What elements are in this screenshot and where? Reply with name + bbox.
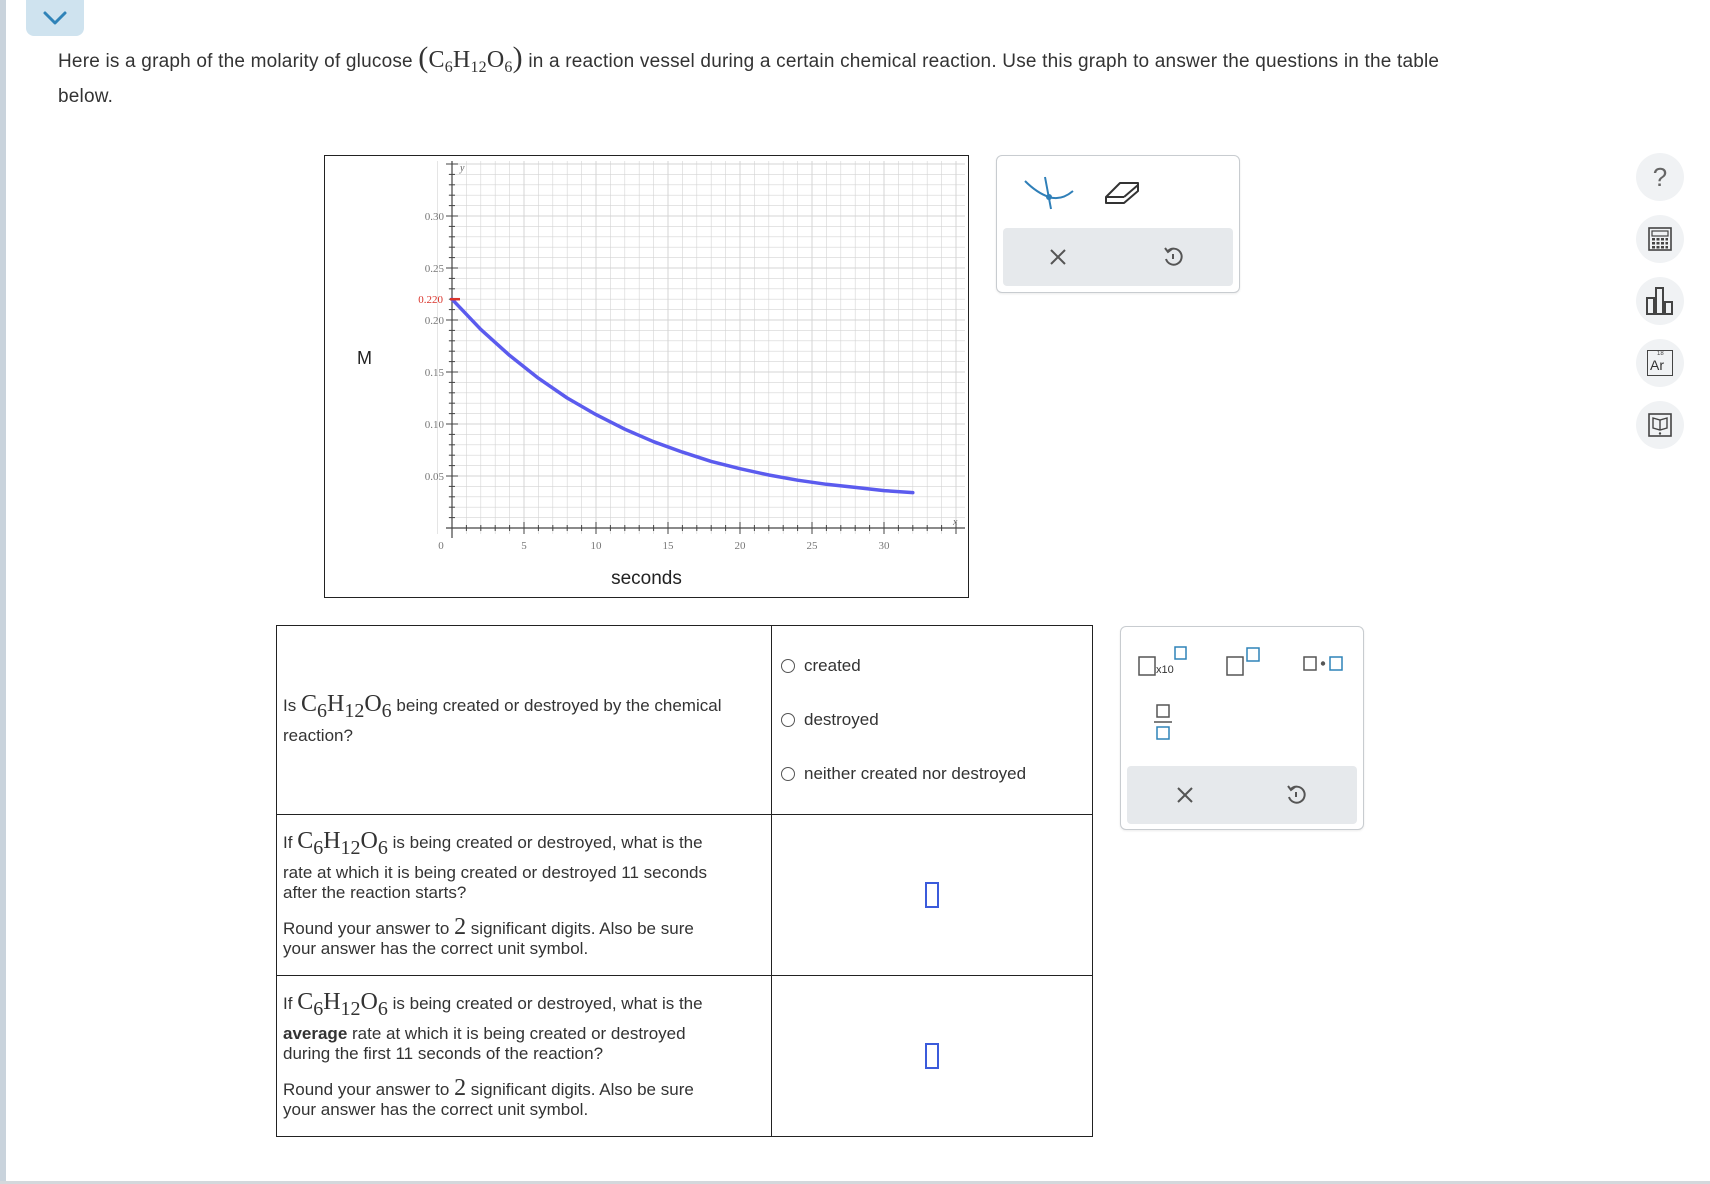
option-neither[interactable]: neither created nor destroyed [772, 747, 1092, 801]
y-tick-label: 0.25 [424, 263, 444, 275]
x-tick-label: 5 [521, 540, 527, 552]
graph-tool-action-bar [1003, 228, 1233, 286]
book-reference-icon [1646, 411, 1674, 439]
svg-text:x10: x10 [1156, 664, 1174, 676]
undo-icon [1284, 783, 1308, 807]
intro-text-end: in a reaction vessel during a certain chemical reaction. Use this graph to answer the questions in the table [528, 51, 1440, 72]
highlight-value-label: 0.220 [418, 294, 443, 307]
y-tick-label: 0.20 [424, 315, 444, 327]
left-edge-bar [0, 0, 6, 1184]
collapse-button[interactable] [26, 0, 84, 36]
rate-answer-input[interactable] [925, 882, 939, 908]
paren-open: ( [418, 41, 429, 74]
periodic-table-button[interactable] [1636, 339, 1684, 387]
math-input-panel [1120, 626, 1364, 830]
x-axis-letter: x [953, 517, 958, 528]
curve-tool-icon [1017, 171, 1077, 211]
data-chart-button[interactable] [1636, 277, 1684, 325]
undo-icon [1161, 245, 1185, 269]
help-button[interactable] [1636, 153, 1684, 201]
x-tick-label: 30 [878, 540, 890, 552]
radio-button[interactable] [781, 713, 795, 727]
eraser-icon [1100, 175, 1144, 207]
periodic-table-icon: 18 Ar [1647, 350, 1673, 376]
scientific-notation-button[interactable] [1135, 643, 1191, 683]
glucose-formula: $C_6H_{12}O_6$ [297, 988, 388, 1020]
calculator-icon [1647, 226, 1673, 252]
x-tick-label: 25 [806, 540, 818, 552]
clear-graph-button[interactable] [1033, 237, 1083, 277]
answer-cell-3 [772, 976, 1093, 1137]
fraction-button[interactable] [1143, 699, 1183, 745]
chart-svg [325, 156, 970, 599]
bar-chart-icon [1645, 286, 1675, 316]
clear-math-button[interactable] [1160, 775, 1210, 815]
close-icon [1048, 247, 1068, 267]
scientific-notation-icon [1135, 645, 1191, 681]
y-axis-letter: y [460, 163, 465, 174]
y-tick-label: 0.05 [424, 471, 444, 483]
math-action-bar [1127, 766, 1357, 824]
y-axis-label: M [357, 348, 372, 368]
intro-text-below: below. [58, 86, 114, 107]
x-tick-label: 0 [438, 540, 444, 552]
paren-close: ) [512, 41, 523, 74]
intro-text [58, 40, 1618, 114]
superscript-button[interactable] [1219, 643, 1267, 683]
question-cell-1: Is $C_6H_{12}O_6$ being created or destroyed by the chemical reaction? [277, 626, 772, 815]
y-tick-label: 0.10 [424, 419, 444, 431]
fraction-icon [1151, 702, 1175, 742]
answer-cell-1 [772, 626, 1093, 815]
graph-tool-panel [996, 155, 1240, 293]
question-table [276, 625, 1093, 1137]
molarity-graph [324, 155, 969, 598]
x-axis-label: seconds [611, 568, 682, 589]
question-cell-3: If $C_6H_{12}O_6$ is being created or destroyed, what is the average rate at which it is being created or destroyed during the first 11 seconds of the reaction? Round your answer to 2 significant digits. Also be sure your answer has the correct unit symbol. [277, 976, 772, 1137]
question-row-2 [277, 815, 1093, 976]
chevron-down-icon [42, 10, 68, 26]
superscript-icon [1221, 645, 1265, 681]
undo-graph-button[interactable] [1148, 237, 1198, 277]
multiply-dot-icon [1300, 645, 1348, 681]
option-destroyed[interactable]: destroyed [772, 693, 1092, 747]
x-tick-label: 10 [590, 540, 602, 552]
calculator-button[interactable] [1636, 215, 1684, 263]
intro-text-start: Here is a graph of the molarity of glucose [58, 51, 413, 72]
y-tick-label: 0.15 [424, 367, 444, 379]
multiply-dot-button[interactable] [1299, 643, 1349, 683]
eraser-button[interactable] [1092, 170, 1152, 212]
question-row-1 [277, 626, 1093, 815]
x-tick-label: 20 [734, 540, 746, 552]
reference-button[interactable] [1636, 401, 1684, 449]
y-tick-label: 0.30 [424, 211, 444, 223]
radio-button[interactable] [781, 659, 795, 673]
glucose-formula: $C_6H_{12}O_6$ [297, 827, 388, 859]
curve-tool-button[interactable] [1012, 168, 1082, 214]
help-icon: ? [1652, 161, 1668, 192]
answer-cell-2 [772, 815, 1093, 976]
average-rate-answer-input[interactable] [925, 1043, 939, 1069]
glucose-formula: $C_6H_{12}O_6$ [428, 47, 513, 76]
question-cell-2: If $C_6H_{12}O_6$ is being created or destroyed, what is the rate at which it is being created or destroyed 11 seconds after the reaction starts? Round your answer to 2 significant digits. Also be sure your answer has the correct unit symbol. [277, 815, 772, 976]
x-tick-label: 15 [662, 540, 674, 552]
close-icon [1175, 785, 1195, 805]
undo-math-button[interactable] [1271, 775, 1321, 815]
option-created[interactable]: created [772, 639, 1092, 693]
question-row-3 [277, 976, 1093, 1137]
glucose-formula: $C_6H_{12}O_6$ [300, 690, 392, 722]
radio-button[interactable] [781, 767, 795, 781]
